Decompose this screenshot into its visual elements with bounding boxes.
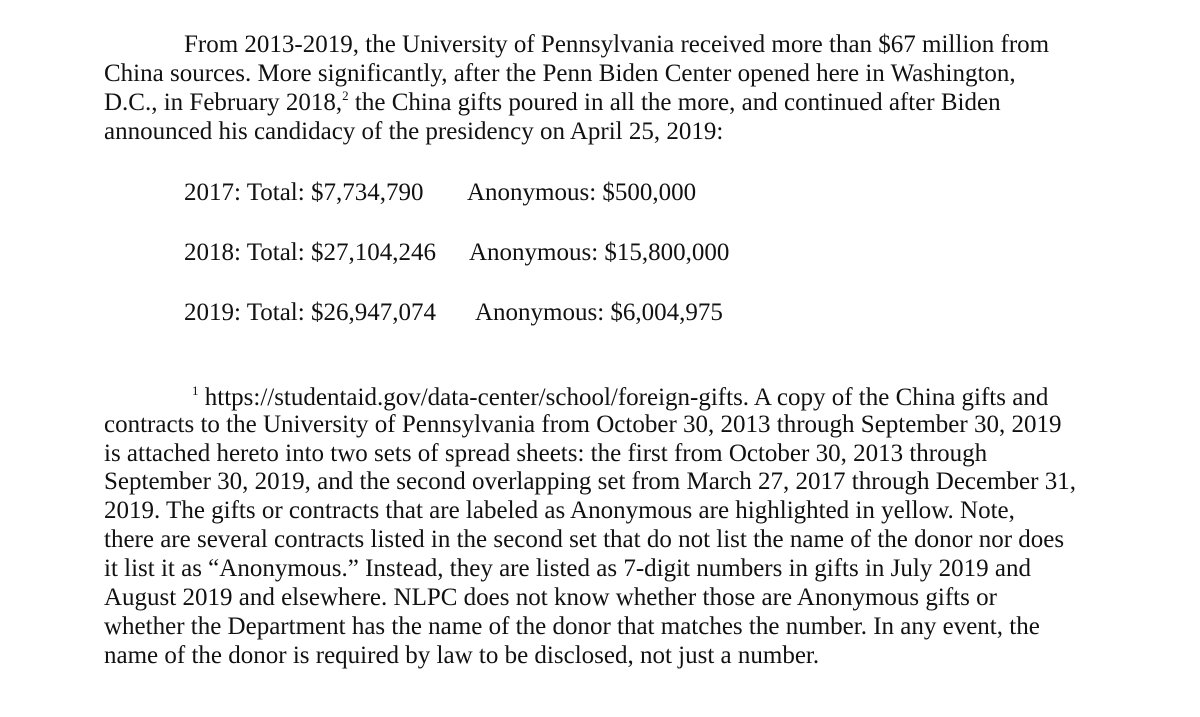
footnote-line-10: name of the donor is required by law to be disclosed, not just a number. bbox=[104, 642, 820, 669]
footnote-line-2: contracts to the University of Pennsylvania from October 30, 2013 through September 30, 2019 bbox=[104, 411, 1062, 438]
gift-total: 2017: Total: $7,734,790 bbox=[184, 179, 424, 206]
footnote-line-3: is attached hereto into two sets of spread sheets: the first from October 30, 2013 through bbox=[104, 440, 988, 467]
footnote-line-1 bbox=[192, 383, 1048, 413]
footnote-line-5: 2019. The gifts or contracts that are labeled as Anonymous are highlighted in yellow. Note, bbox=[104, 497, 1015, 524]
intro-line-4: announced his candidacy of the presidency on April 25, 2019: bbox=[104, 118, 724, 145]
gift-anonymous: Anonymous: $6,004,975 bbox=[475, 299, 723, 326]
intro-line-3-text-a: D.C., in February 2018, bbox=[104, 89, 343, 116]
intro-line-3 bbox=[104, 88, 1001, 118]
gift-total: 2019: Total: $26,947,074 bbox=[184, 299, 436, 326]
footnote-line-9: whether the Department has the name of the donor that matches the number. In any event, the bbox=[104, 613, 1040, 640]
footnote-line-7: it list it as “Anonymous.” Instead, they are listed as 7-digit numbers in gifts in July 2019 and bbox=[104, 555, 1031, 582]
footnote-url-text: https://studentaid.gov/data-center/school/foreign-gifts. A copy of the China gifts and bbox=[204, 384, 1049, 411]
footnote-line-4: September 30, 2019, and the second overlapping set from March 27, 2017 through December 31, bbox=[104, 468, 1076, 495]
gift-anonymous: Anonymous: $15,800,000 bbox=[469, 239, 730, 266]
gift-row-2018 bbox=[184, 238, 730, 268]
gift-anonymous: Anonymous: $500,000 bbox=[467, 179, 697, 206]
intro-line-3-text-b: the China gifts poured in all the more, and continued after Biden bbox=[348, 89, 1001, 116]
footnote-line-6: there are several contracts listed in the second set that do not list the name of the donor nor does bbox=[104, 526, 1065, 553]
gift-row-2017 bbox=[184, 178, 697, 208]
gift-total: 2018: Total: $27,104,246 bbox=[184, 239, 436, 266]
gift-row-2019 bbox=[184, 298, 723, 328]
footnote-reference-2: 2 bbox=[342, 88, 349, 103]
footnote-marker-1: 1 bbox=[192, 383, 199, 398]
intro-line-1: From 2013-2019, the University of Pennsylvania received more than $67 million from bbox=[184, 31, 1050, 58]
intro-line-2: China sources. More significantly, after the Penn Biden Center opened here in Washington, bbox=[104, 60, 1016, 87]
footnote-line-8: August 2019 and elsewhere. NLPC does not know whether those are Anonymous gifts or bbox=[104, 584, 997, 611]
